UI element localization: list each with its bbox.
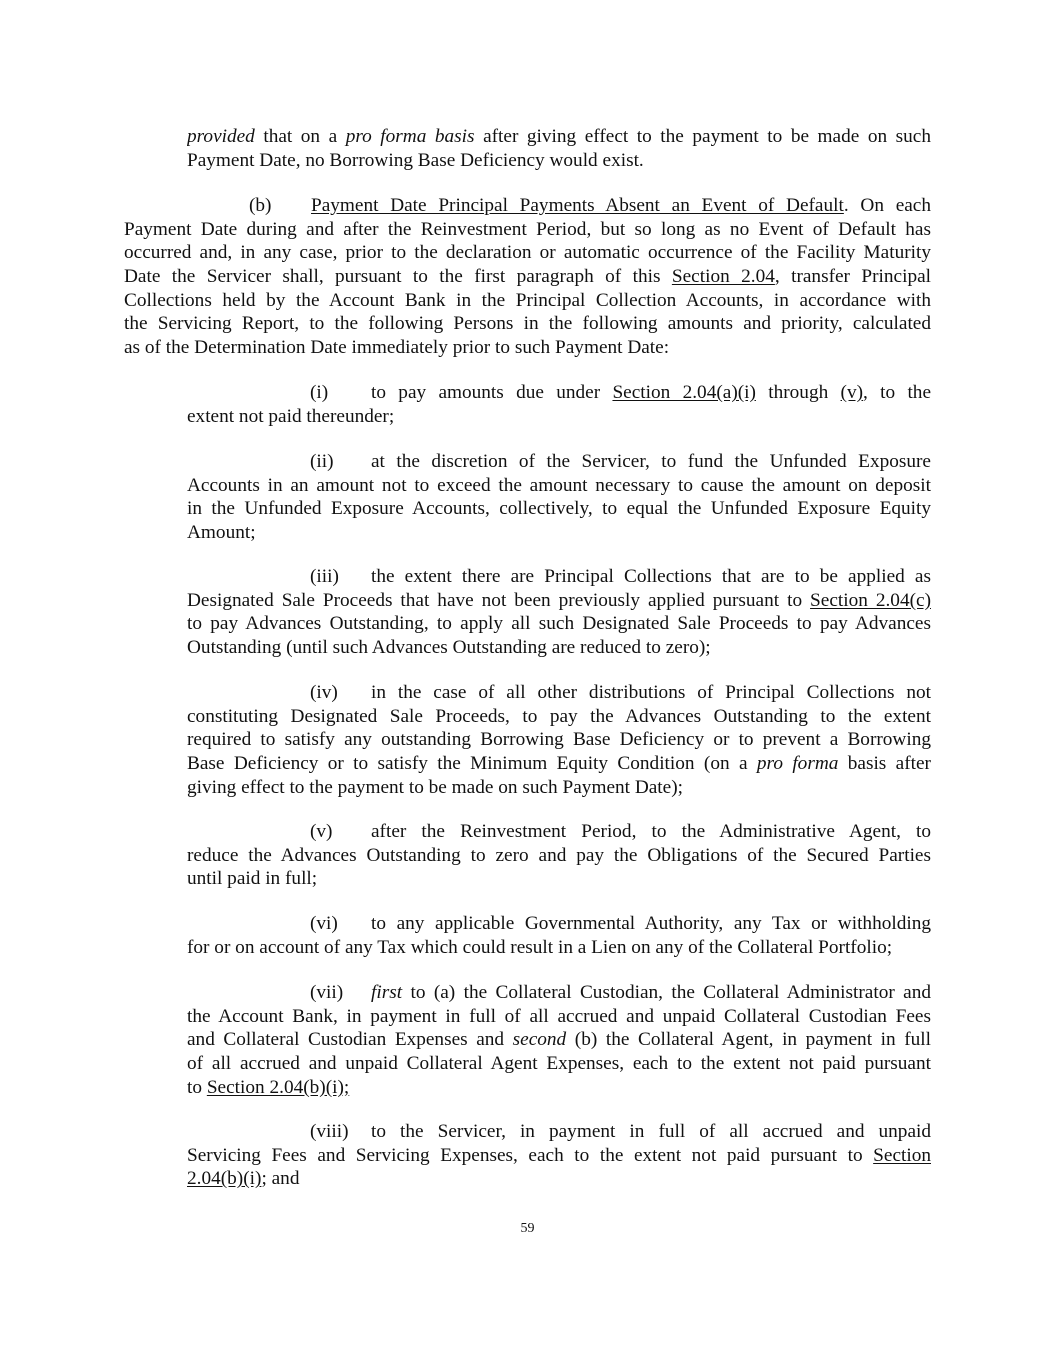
text-line <box>187 125 931 149</box>
text-run: Servicing Fees and Servicing Expenses, each to the extent not paid pursuant to <box>187 1144 874 1166</box>
clause-label: (vii) <box>310 982 344 1003</box>
clause-label: (vi) <box>310 913 338 934</box>
section-reference: Section 2.04(a)(i) <box>612 382 756 403</box>
text-run: after the Reinvestment Period, to the Administrative Agent, to <box>371 821 931 842</box>
text-run: to the Servicer, in payment in full of all accrued and unpaid <box>371 1121 931 1142</box>
clause-label: (i) <box>310 382 329 403</box>
text-run: until paid in full; <box>187 868 318 890</box>
text-run: through <box>755 382 841 403</box>
text-line <box>187 565 931 589</box>
text-line <box>187 405 931 429</box>
text-run: at the discretion of the Servicer, to fund the Unfunded Exposure <box>371 451 931 472</box>
text-run: the Account Bank, in payment in full of all accrued and unpaid Collateral Custodian Fees <box>187 1005 931 1027</box>
clause-label: (v) <box>310 821 333 842</box>
italic-term: pro forma basis <box>345 126 475 147</box>
text-run: after giving effect to the payment to be made on such <box>474 126 931 147</box>
text-run: of all accrued and unpaid Collateral Agent Expenses, each to the extent not paid pursuant <box>187 1053 931 1075</box>
text-line <box>187 681 931 705</box>
text-run: . On each <box>843 195 931 216</box>
text-line <box>187 612 931 636</box>
text-line <box>187 912 931 936</box>
text-run: Amount; <box>187 522 256 544</box>
paragraph-v <box>187 820 931 891</box>
text-line <box>124 289 931 313</box>
text-line <box>187 636 931 660</box>
text-line <box>124 336 931 360</box>
text-run: Payment Date, no Borrowing Base Deficiency would exist. <box>187 149 644 171</box>
text-line <box>187 728 931 752</box>
paragraph-vi <box>187 912 931 959</box>
paragraph-viii <box>187 1120 931 1191</box>
text-line <box>187 844 931 868</box>
italic-term: first <box>371 982 403 1003</box>
text-line <box>187 497 931 521</box>
text-run: , transfer Principal <box>774 266 931 288</box>
text-run: to pay amounts due under <box>371 382 613 403</box>
text-run: constituting Designated Sale Proceeds, to pay the Advances Outstanding to the extent <box>187 705 931 727</box>
text-line <box>187 474 931 498</box>
text-run: Date the Servicer shall, pursuant to the first paragraph of this <box>124 266 672 288</box>
text-run: in the case of all other distributions of Principal Collections not <box>371 682 931 703</box>
text-run: to pay Advances Outstanding, to apply all such Designated Sale Proceeds to pay Advances <box>187 613 931 635</box>
text-run: Designated Sale Proceeds that have not been previously applied pursuant to <box>187 589 811 611</box>
text-run: , to the <box>863 382 931 403</box>
text-run: for or on account of any Tax which could result in a Lien on any of the Collateral Portfolio; <box>187 936 893 958</box>
text-run: in the Unfunded Exposure Accounts, collectively, to equal the Unfunded Exposure Equity <box>187 498 931 520</box>
text-line <box>187 752 931 776</box>
section-reference: Payment Date Principal Payments Absent an Event of Default <box>311 195 844 216</box>
text-run: that on a <box>254 126 346 147</box>
paragraph-provided <box>187 125 931 172</box>
paragraph-vii <box>187 981 931 1099</box>
text-run: to <box>187 1076 207 1098</box>
paragraph-i <box>187 381 931 428</box>
text-run: to any applicable Governmental Authority, any Tax or withholding <box>371 913 931 934</box>
text-run: giving effect to the payment to be made on such Payment Date); <box>187 776 683 798</box>
page-number: 59 <box>520 1221 535 1236</box>
section-reference: Section 2.04 <box>671 266 775 288</box>
paragraph-iii <box>187 565 931 660</box>
text-run: and Collateral Custodian Expenses and <box>187 1029 513 1051</box>
clause-label: (iv) <box>310 682 338 703</box>
text-line <box>187 521 931 545</box>
italic-term: pro forma <box>756 753 839 775</box>
paragraph-iv <box>187 681 931 799</box>
text-run: Payment Date during and after the Reinvestment Period, but so long as no Event of Default has <box>124 218 931 240</box>
text-line <box>124 194 931 218</box>
text-run: the extent there are Principal Collections that are to be applied as <box>371 566 931 587</box>
clause-label: (b) <box>249 195 272 216</box>
text-run: Accounts in an amount not to exceed the amount necessary to cause the amount on deposit <box>187 474 931 496</box>
section-reference: Section 2.04(b)(i); <box>206 1076 350 1098</box>
text-run: Collections held by the Account Bank in the Principal Collection Accounts, in accordance with <box>124 289 931 311</box>
italic-term: second <box>512 1029 567 1051</box>
text-line <box>187 867 931 891</box>
text-line <box>187 1167 931 1191</box>
paragraph-b <box>124 194 931 360</box>
text-line <box>187 1120 931 1144</box>
text-line <box>124 218 931 242</box>
text-run: Outstanding (until such Advances Outstanding are reduced to zero); <box>187 637 711 659</box>
italic-term: provided <box>187 126 255 147</box>
clause-label: (iii) <box>310 566 339 587</box>
text-line <box>187 381 931 405</box>
text-run: to (a) the Collateral Custodian, the Collateral Administrator and <box>402 982 931 1003</box>
text-run: Base Deficiency or to satisfy the Minimum Equity Condition (on a <box>187 753 757 775</box>
text-run: ; and <box>261 1168 300 1190</box>
text-run: reduce the Advances Outstanding to zero and pay the Obligations of the Secured Parties <box>187 844 931 866</box>
text-line <box>124 265 931 289</box>
text-line <box>187 589 931 613</box>
text-run: basis after <box>838 753 931 775</box>
text-line <box>187 1005 931 1029</box>
text-line <box>187 1028 931 1052</box>
text-line <box>187 149 931 173</box>
text-line <box>187 981 931 1005</box>
paragraph-ii <box>187 450 931 545</box>
section-reference: 2.04(b)(i) <box>187 1168 262 1190</box>
text-line <box>187 1144 931 1168</box>
text-line <box>187 450 931 474</box>
text-line <box>187 1076 931 1100</box>
text-run: required to satisfy any outstanding Borrowing Base Deficiency or to prevent a Borrowing <box>187 729 931 751</box>
text-run: extent not paid thereunder; <box>187 405 395 427</box>
text-run: occurred and, in any case, prior to the declaration or automatic occurrence of the Facility Maturity <box>124 242 931 264</box>
clause-label: (ii) <box>310 451 334 472</box>
text-line <box>187 820 931 844</box>
text-line <box>187 776 931 800</box>
clause-label: (viii) <box>310 1121 349 1142</box>
text-line <box>187 705 931 729</box>
text-run: as of the Determination Date immediately prior to such Payment Date: <box>124 337 670 359</box>
text-run: (b) the Collateral Agent, in payment in full <box>566 1029 931 1051</box>
text-line <box>124 241 931 265</box>
text-line <box>187 1052 931 1076</box>
text-line <box>187 936 931 960</box>
text-line <box>124 312 931 336</box>
section-reference: (v) <box>840 382 864 403</box>
section-reference: Section <box>873 1144 931 1166</box>
section-reference: Section 2.04(c) <box>810 589 931 611</box>
text-run: the Servicing Report, to the following Persons in the following amounts and priority, calculated <box>124 313 931 335</box>
